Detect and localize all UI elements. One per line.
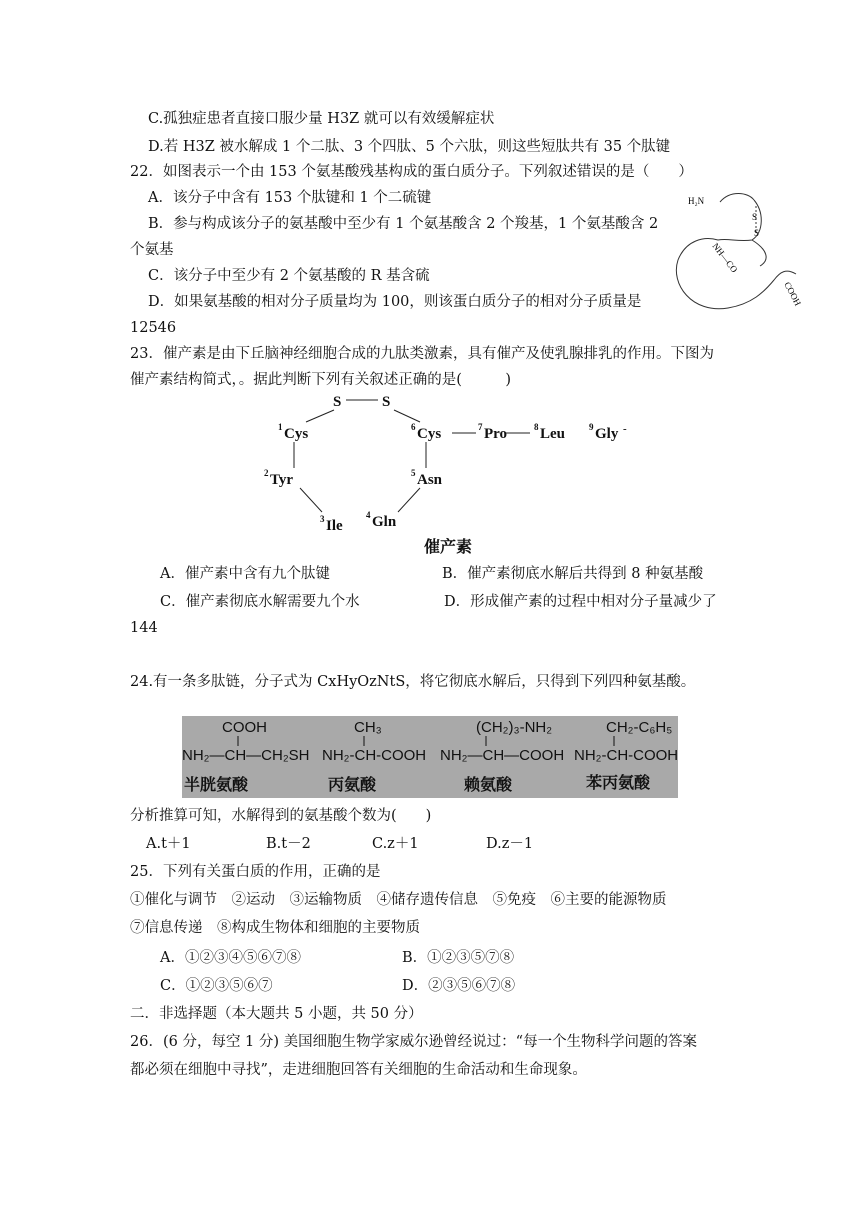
q24-option-a: A.t＋1 [146,836,191,852]
q25-stem: 25．下列有关蛋白质的作用，正确的是 [130,864,381,880]
protein-cooh-label: COOH [782,280,804,308]
gln4-index: 4 [366,510,371,520]
gly9-label: Gly [595,426,619,442]
q24-option-d: D.z－1 [486,836,534,852]
q22-stem: 22．如图表示一个由 153 个氨基酸残基构成的蛋白质分子。下列叙述错误的是（ ） [130,164,693,180]
q25-option-c: C．①②③⑤⑥⑦ [160,978,273,994]
oxytocin-structure-figure [260,388,640,564]
q25-items: ①催化与调节 ②运动 ③运输物质 ④储存遗传信息 ⑤免疫 ⑥主要的能源物质 [130,892,667,908]
q22-option-a: A．该分子中含有 153 个肽键和 1 个二硫键 [148,190,432,206]
section-2-heading: 二．非选择题（本大题共 5 小题，共 50 分） [130,1006,423,1022]
q23-stem-cont: 催产素结构简式，。据此判断下列有关叙述正确的是( ) [130,372,512,388]
oxytocin-caption: 催产素 [424,539,473,556]
q26-stem-cont: 都必须在细胞中寻找”，走进细胞回答有关细胞的生命活动和生命现象。 [130,1062,587,1078]
q26-stem: 26．(6 分，每空 1 分) 美国细胞生物学家威尔逊曾经说过：“每一个生物科学问题的答案 [130,1034,698,1050]
asn5-label: Asn [417,472,443,488]
alanine-name: 丙氨酸 [328,777,377,794]
cys6-index: 6 [411,422,416,432]
cys1-index: 1 [278,422,283,432]
disulfide-s-right: S [382,394,391,410]
q23-option-d: D．形成催产素的过程中相对分子量减少了 [444,594,717,610]
protein-s1-label: S [752,212,758,222]
q21-option-d: D.若 H3Z 被水解成 1 个二肽、3 个四肽、5 个六肽，则这些短肽共有 35 个肽键 [148,139,671,155]
ile3-index: 3 [320,514,325,524]
lysine-top: (CH₂)₃-NH₂ [476,719,553,736]
alanine-top: CH₃ [354,719,382,736]
alanine-formula: NH₂-CH-COOH [322,747,427,764]
phenylalanine-top: CH₂-C₆H₅ [606,719,673,736]
q23-option-c: C．催产素彻底水解需要九个水 [160,594,360,610]
q24-option-b: B.t－2 [266,836,311,852]
q21-option-c: C.孤独症患者直接口服少量 H3Z 就可以有效缓解症状 [148,111,495,127]
q22-option-b: B．参与构成该分子的氨基酸中至少有 1 个氨基酸含 2 个羧基，1 个氨基酸含 2 [148,216,659,232]
disulfide-s-left: S [333,394,342,410]
cys6-label: Cys [417,426,442,442]
cysteine-top: COOH [222,719,267,736]
phenylalanine-name: 苯丙氨酸 [586,775,651,792]
q23-option-b: B．催产素彻底水解后共得到 8 种氨基酸 [442,566,704,582]
protein-nhco-label: NH—CO [710,241,740,275]
q24-stem: 24.有一条多肽链，分子式为 CxHyOzNtS，将它彻底水解后，只得到下列四种氨基酸。 [130,674,696,690]
protein-structure-figure [668,180,820,320]
pro7-label: Pro [484,426,508,442]
lysine-formula: NH₂—CH—COOH [440,747,565,764]
pro7-index: 7 [478,422,483,432]
cys1-label: Cys [284,426,309,442]
leu8-label: Leu [540,426,566,442]
q24-option-c: C.z＋1 [372,836,419,852]
q22-option-d-cont: 12546 [130,320,177,336]
cysteine-formula: NH₂—CH—CH₂SH [182,747,310,764]
q25-option-a: A．①②③④⑤⑥⑦⑧ [160,950,301,966]
q23-option-a: A．催产素中含有九个肽键 [160,566,330,582]
q25-option-b: B．①②③⑤⑦⑧ [402,950,515,966]
gly9-tail: - [623,423,627,435]
q25-items-cont: ⑦信息传递 ⑧构成生物体和细胞的主要物质 [130,920,420,936]
leu8-index: 8 [534,422,539,432]
phenylalanine-formula: NH₂-CH-COOH [574,747,678,764]
tyr2-label: Tyr [270,472,294,488]
lysine-name: 赖氨酸 [464,777,513,794]
gly9-index: 9 [589,422,594,432]
gln4-label: Gln [372,514,397,530]
ile3-label: Ile [326,518,343,534]
asn5-index: 5 [411,468,416,478]
q23-stem: 23．催产素是由下丘脑神经细胞合成的九肽类激素，具有催产及使乳腺排乳的作用。下图为 [130,346,714,362]
q23-option-d-cont: 144 [130,620,158,636]
q22-option-c: C．该分子中至少有 2 个氨基酸的 R 基含硫 [148,268,430,284]
cysteine-name: 半胱氨酸 [184,777,249,794]
q24-analysis: 分析推算可知，水解得到的氨基酸个数为( ) [130,808,432,824]
protein-nh2-label: H₂N [688,196,705,206]
tyr2-index: 2 [264,468,269,478]
protein-s2-label: S [754,228,760,238]
amino-acids-figure [182,716,678,798]
q22-option-b-cont: 个氨基 [130,242,174,258]
q22-option-d: D．如果氨基酸的相对分子质量均为 100，则该蛋白质分子的相对分子质量是 [148,294,642,310]
q25-option-d: D．②③⑤⑥⑦⑧ [402,978,516,994]
